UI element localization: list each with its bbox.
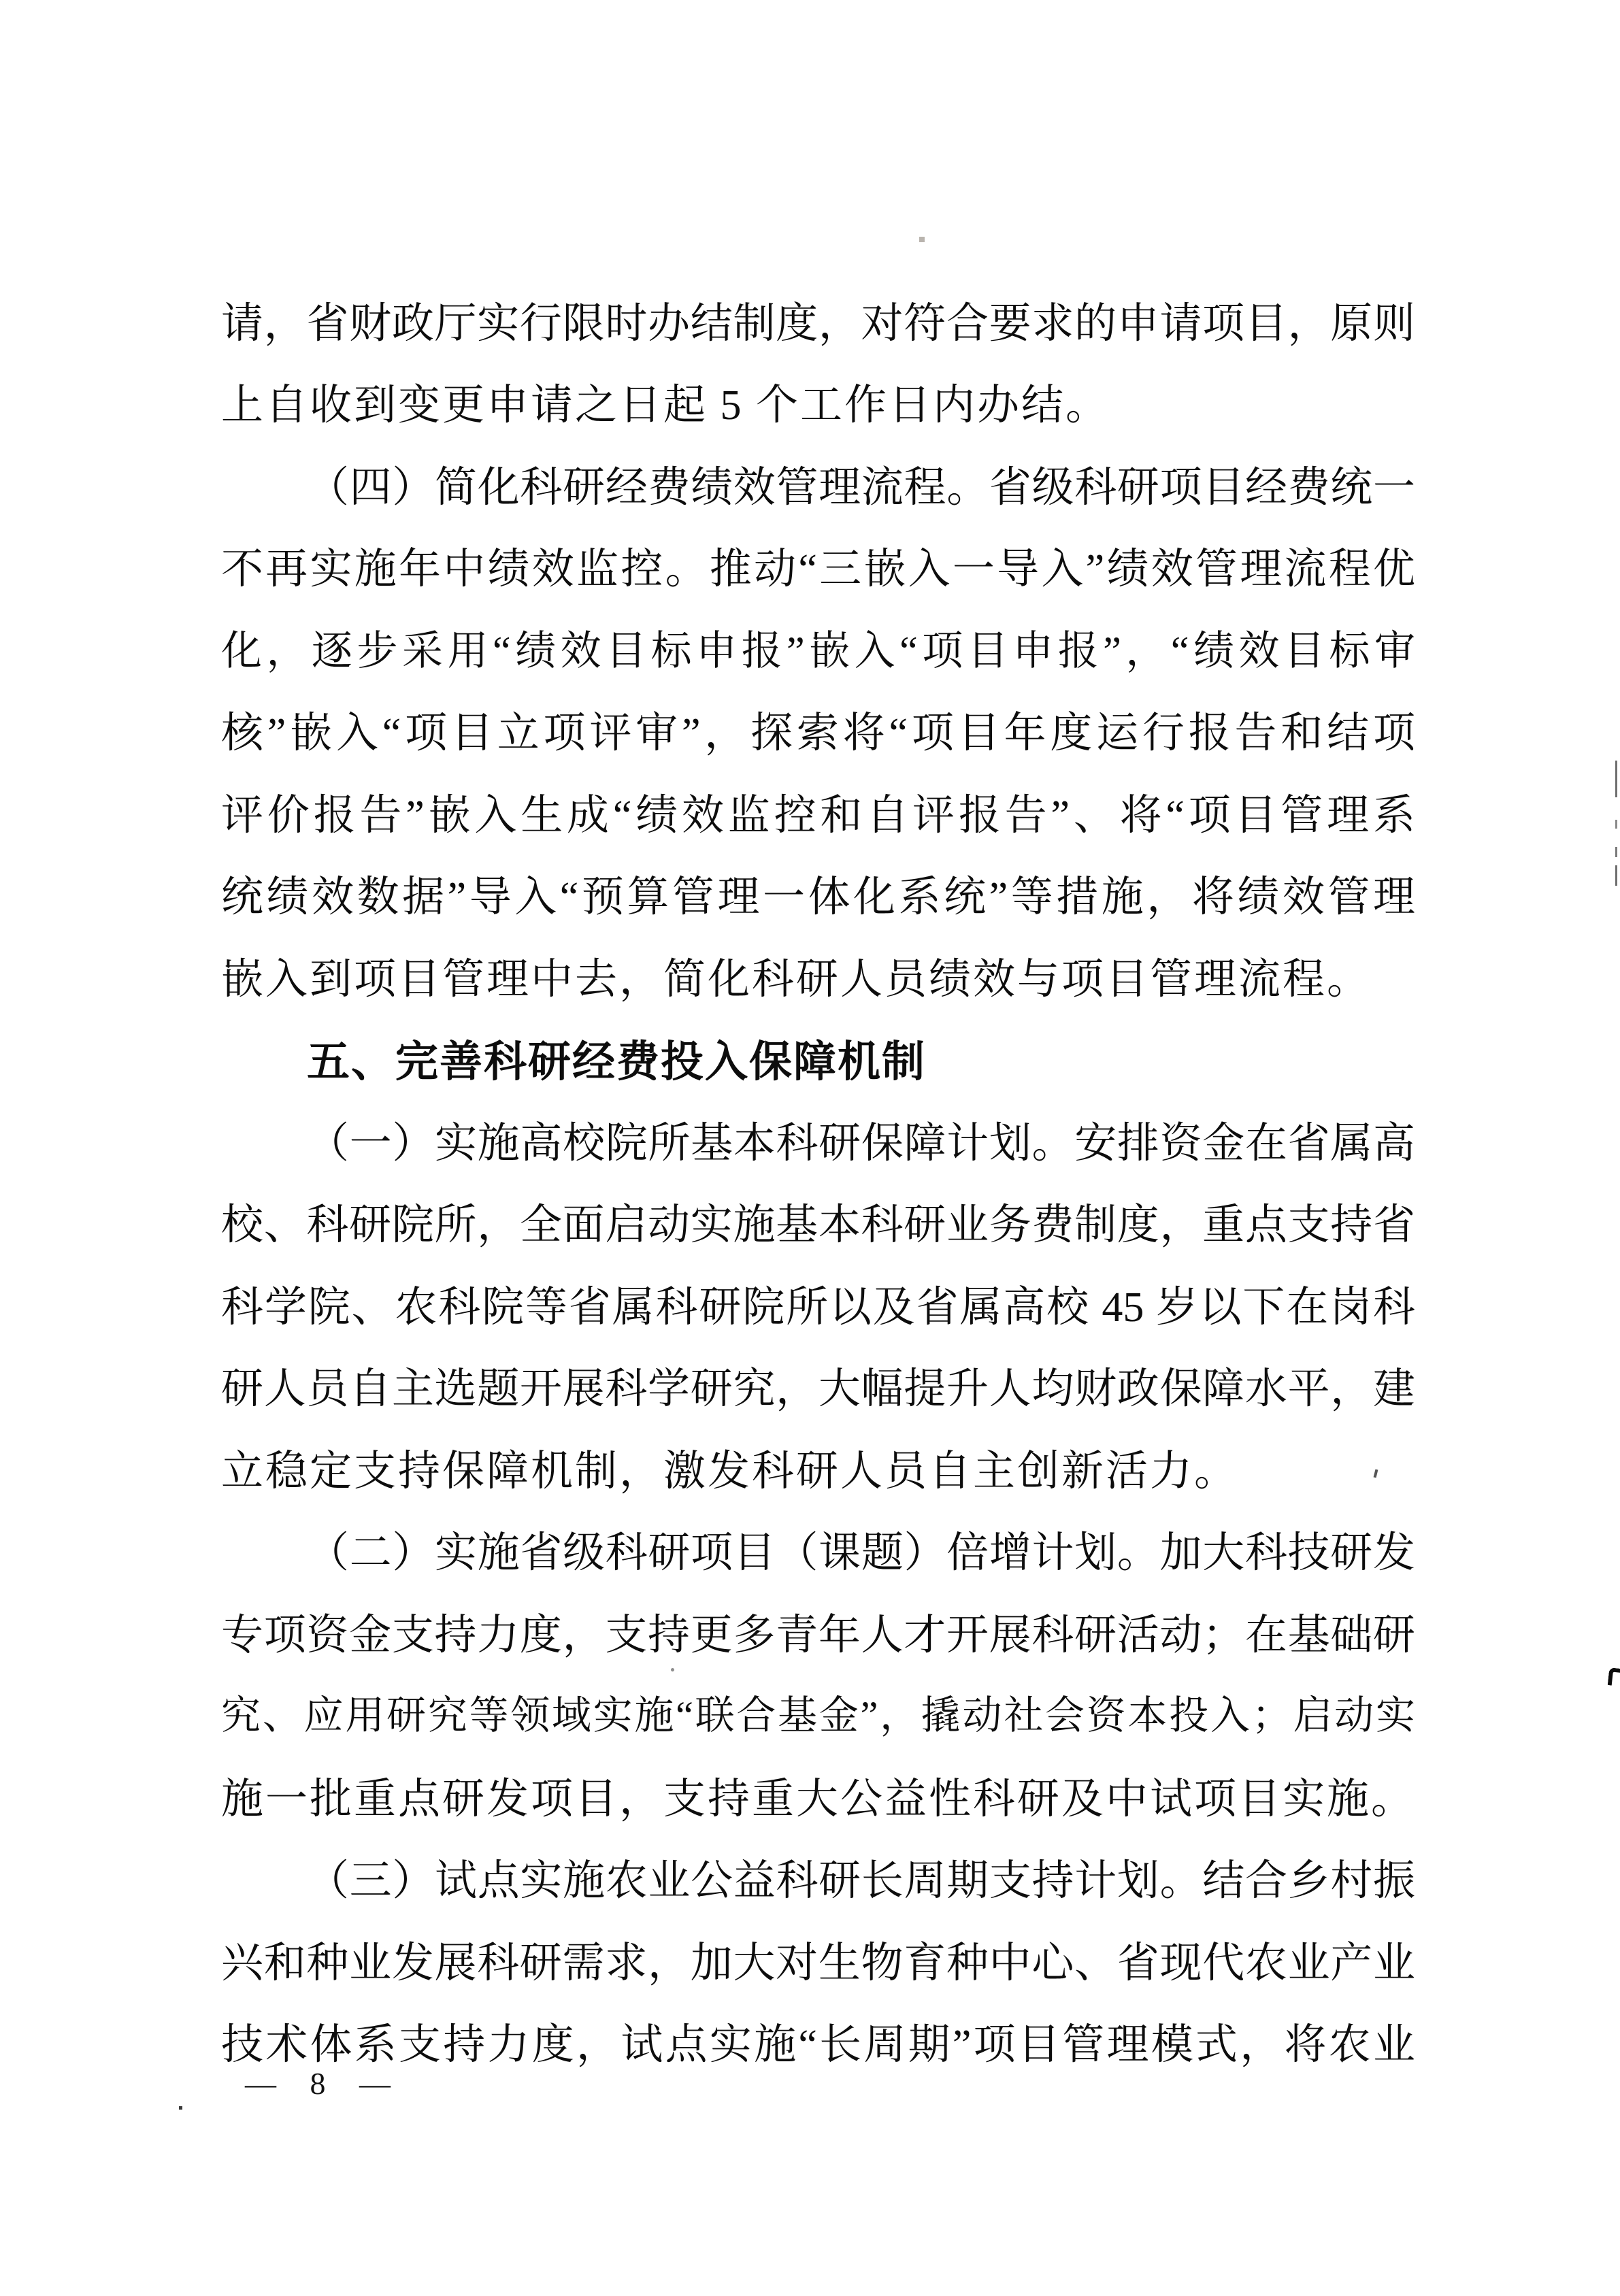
text-line: 技术体系支持力度，试点实施“长周期”项目管理模式，将农业	[221, 2022, 1415, 2068]
text-line: 立稳定支持保障机制，激发科研人员自主创新活力。	[221, 1448, 1239, 1495]
scan-speck	[179, 2106, 182, 2110]
scan-edge-mark	[1615, 761, 1617, 797]
text-line: 施一批重点研发项目，支持重大公益性科研及中试项目实施。	[221, 1776, 1416, 1823]
scan-ink-curl	[1608, 1667, 1620, 1686]
scan-speck	[919, 237, 925, 242]
text-line: 上自收到变更申请之日起 5 个工作日内办结。	[221, 382, 1110, 429]
text-line: 评价报告”嵌入生成“绩效监控和自评报告”、将“项目管理系	[221, 793, 1415, 839]
section-heading: 五、完善科研经费投入保障机制	[307, 1038, 926, 1086]
text-line: 请，省财政厅实行限时办结制度，对符合要求的申请项目，原则	[221, 301, 1415, 347]
scan-edge-mark	[1615, 847, 1617, 857]
text-line: 校、科研院所，全面启动实施基本科研业务费制度，重点支持省	[221, 1202, 1415, 1248]
text-line: 统绩效数据”导入“预算管理一体化系统”等措施，将绩效管理	[221, 874, 1415, 920]
scan-speck	[671, 1668, 674, 1671]
text-line: 兴和种业发展科研需求，加大对生物育种中心、省现代农业产业	[221, 1940, 1415, 1986]
text-line: （一）实施高校院所基本科研保障计划。安排资金在省属高	[307, 1120, 1415, 1167]
text-line: 专项资金支持力度，支持更多青年人才开展科研活动；在基础研	[221, 1612, 1415, 1659]
page-number: — 8 —	[245, 2066, 399, 2101]
text-line: 化，逐步采用“绩效目标申报”嵌入“项目申报”，“绩效目标审	[221, 629, 1415, 673]
scan-edge-mark	[1615, 865, 1617, 886]
text-line: 研人员自主选题开展科学研究，大幅提升人均财政保障水平，建	[221, 1366, 1415, 1412]
text-line: 科学院、农科院等省属科研院所以及省属高校 45 岁以下在岗科	[221, 1284, 1415, 1331]
text-line: （三）试点实施农业公益科研长周期支持计划。结合乡村振	[307, 1858, 1415, 1904]
scan-edge-mark	[1615, 820, 1617, 829]
text-line: 究、应用研究等领域实施“联合基金”，撬动社会资本投入；启动实	[221, 1693, 1415, 1737]
text-line: （四）简化科研经费绩效管理流程。省级科研项目经费统一	[307, 465, 1415, 511]
text-line: 不再实施年中绩效监控。推动“三嵌入一导入”绩效管理流程优	[221, 546, 1415, 593]
text-line: 嵌入到项目管理中去，简化科研人员绩效与项目管理流程。	[221, 956, 1372, 1003]
text-line: （二）实施省级科研项目（课题）倍增计划。加大科技研发	[307, 1530, 1415, 1576]
text-line: 核”嵌入“项目立项评审”，探索将“项目年度运行报告和结项	[221, 710, 1415, 756]
